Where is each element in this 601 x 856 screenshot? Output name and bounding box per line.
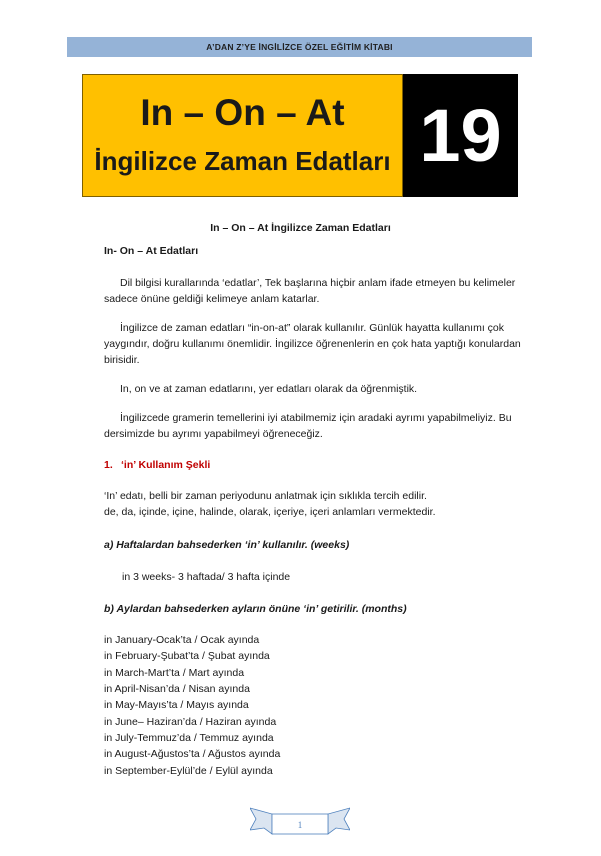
section-1-line-1: ‘In’ edatı, belli bir zaman periyodunu anlatmak için sıklıkla tercih edilir. [104,490,427,502]
section-heading: In – On – At İngilizce Zaman Edatları [210,222,391,234]
month-list-item: in August-Ağustos’ta / Ağustos ayında [104,748,281,760]
chapter-title: In – On – At [140,92,345,133]
subsection-a-title: a) Haftalardan bahsederken ‘in’ kullanılır. (weeks) [104,539,350,551]
subsection-a-example: in 3 weeks- 3 haftada/ 3 hafta içinde [122,571,291,583]
page-number-ribbon [250,806,350,840]
paragraph-1-line-2: sadece önüne geldiği kelimeye anlam katarlar. [104,293,320,305]
book-title-band [67,37,532,57]
month-list-item: in April-Nisan’da / Nisan ayında [104,683,250,695]
subheading: In- On – At Edatları [104,245,199,257]
month-list-item: in February-Şubat’ta / Şubat ayında [104,650,270,662]
paragraph-1-line-1: Dil bilgisi kurallarında ‘edatlar’, Tek başlarına hiçbir anlam ifade etmeyen bu kelimeler [120,277,516,289]
paragraph-4-line-2: dersimizde bu ayrımı yapabilmeyi öğreneceğiz. [104,428,323,440]
chapter-subtitle: İngilizce Zaman Edatları [94,146,391,176]
month-list-item: in May-Mayıs’ta / Mayıs ayında [104,699,249,711]
section-1-line-2: de, da, içinde, içine, halinde, olarak, içeriye, içeri anlamları vermektedir. [104,506,436,518]
month-list-item: in March-Mart’ta / Mart ayında [104,667,245,679]
subsection-b-title: b) Aylardan bahsederken ayların önüne ‘in’ getirilir. (months) [104,603,407,615]
paragraph-2-line-2: yaygındır, doğru kullanımı önemlidir. İngilizce öğrenenlerin en çok hata yaptığı konulardan [104,338,521,350]
month-list-item: in January-Ocak’ta / Ocak ayında [104,634,260,646]
month-list-item: in June– Haziran’da / Haziran ayında [104,716,277,728]
paragraph-4-line-1: İngilizcede gramerin temellerini iyi atabilmemiz için aradaki ayrımı yapabilmeliyiz. Bu [120,412,512,424]
page-number: 1 [297,820,303,830]
paragraph-2-line-1: İngilizce de zaman edatları “in-on-at” olarak kullanılır. Günlük hayatta kullanımı çok [120,322,505,334]
paragraph-2-line-3: birisidir. [104,354,140,366]
month-list-item: in July-Temmuz’da / Temmuz ayında [104,732,274,744]
chapter-title-box [82,74,403,197]
month-list-item: in September-Eylül’de / Eylül ayında [104,765,273,777]
book-title: A’DAN Z’YE İNGİLİZCE ÖZEL EĞİTİM KİTABI [206,42,393,52]
section-1-number: 1. [104,459,113,471]
paragraph-3: In, on ve at zaman edatlarını, yer edatları olarak da öğrenmiştik. [120,383,418,395]
section-1-title: ‘in’ Kullanım Şekli [121,459,211,471]
chapter-number: 19 [403,74,518,197]
